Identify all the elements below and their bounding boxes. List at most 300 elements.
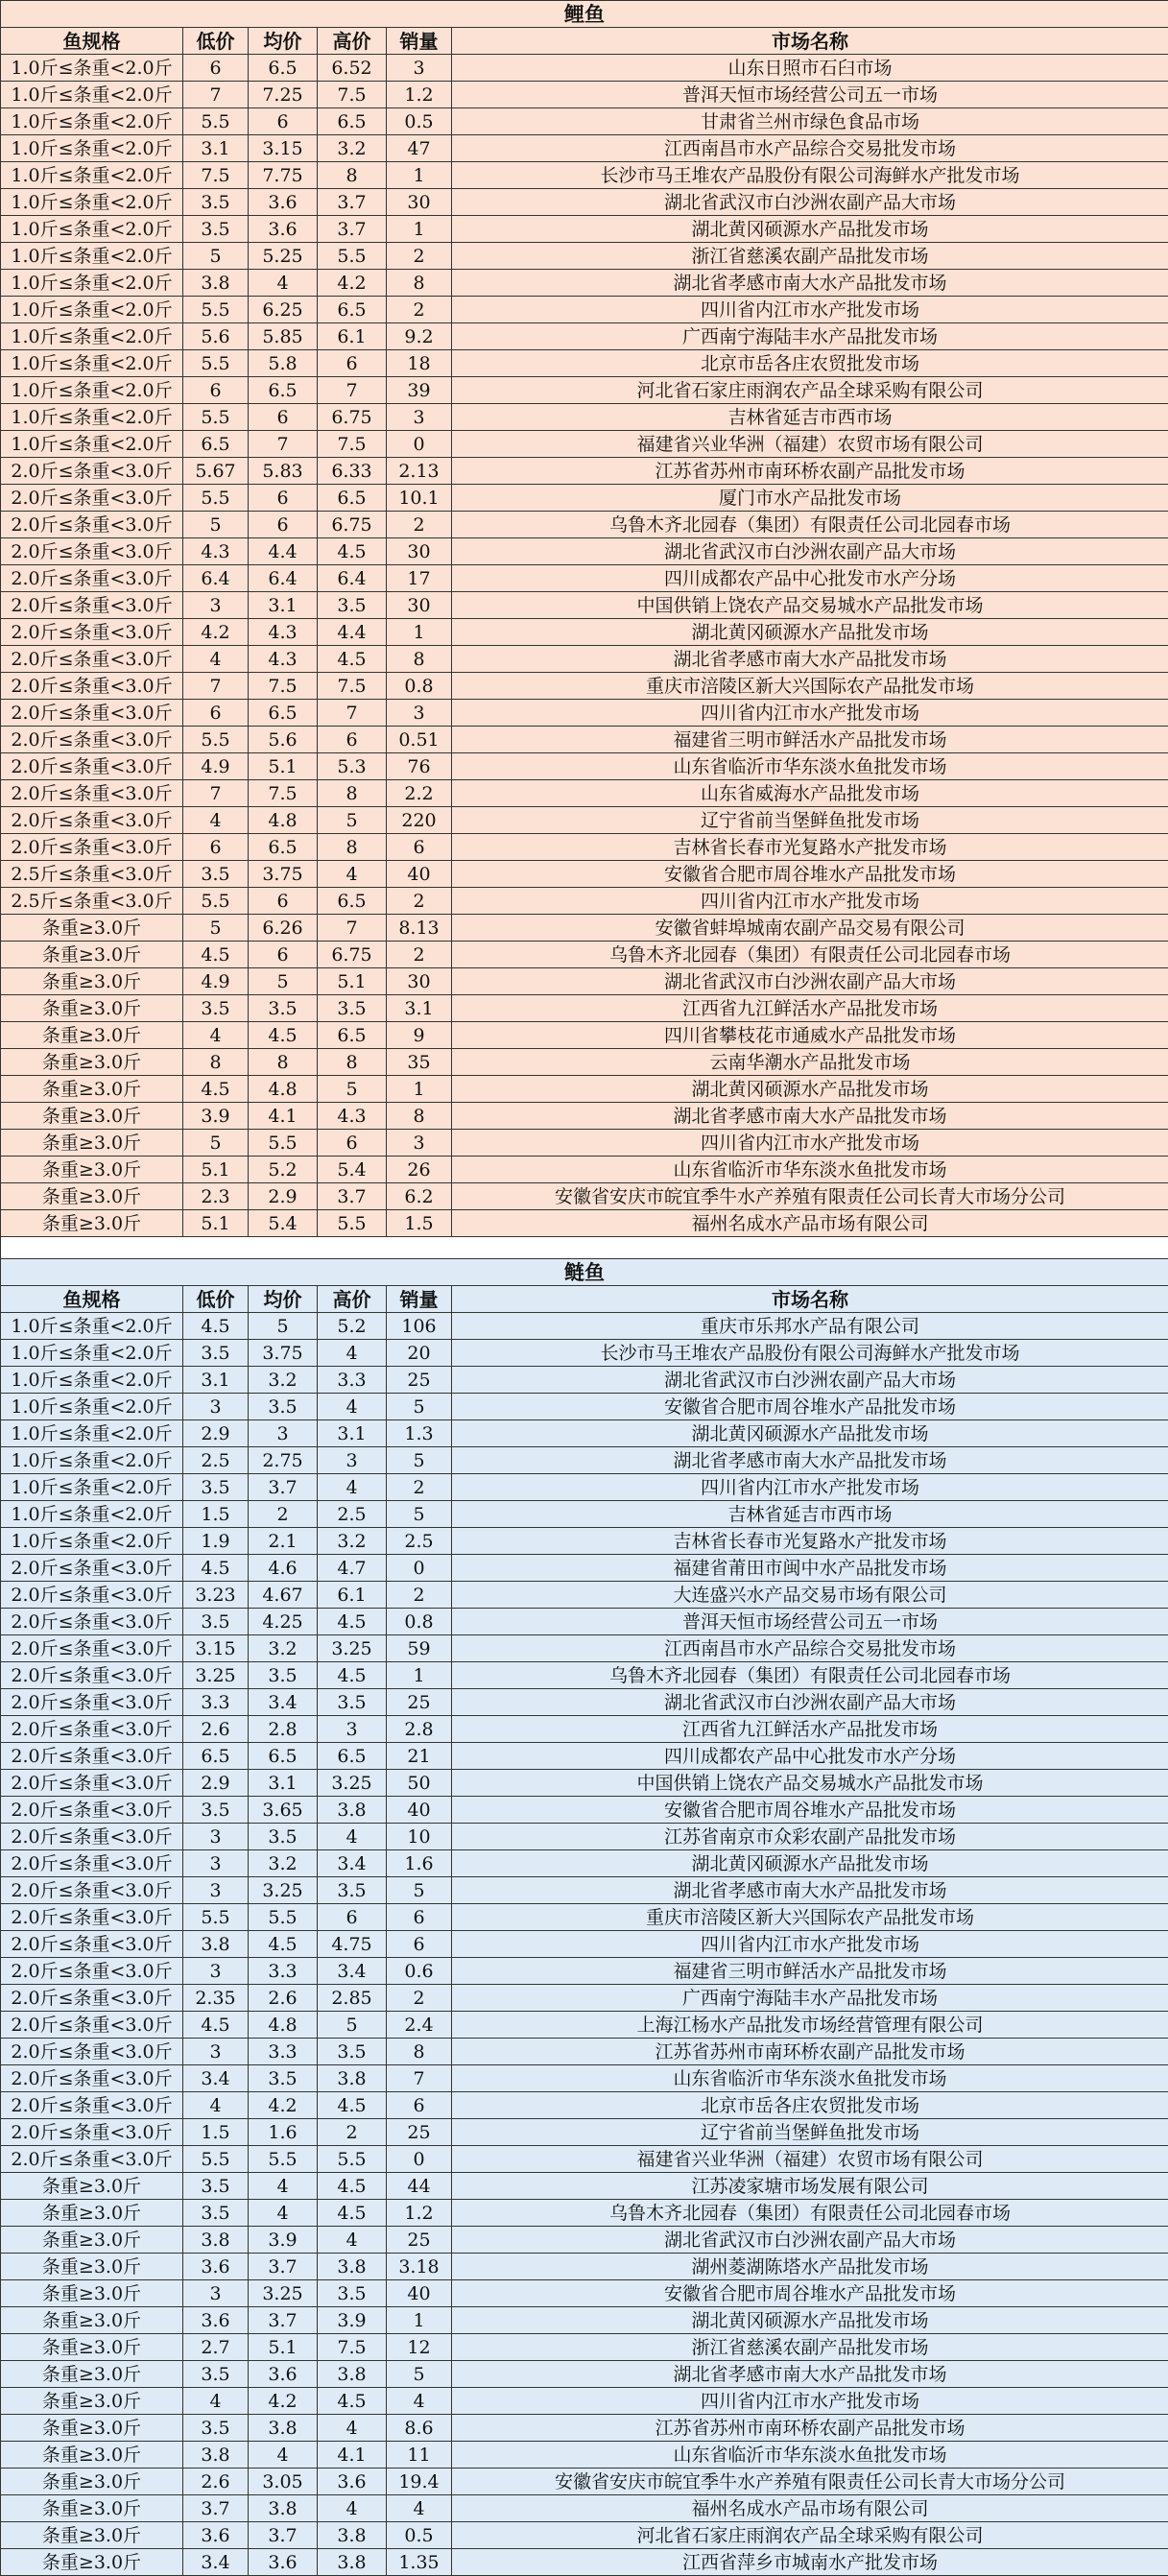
spec-cell: 2.0斤≤条重<3.0斤 [1, 646, 183, 673]
high-price-cell: 4 [318, 2227, 387, 2254]
high-price-cell: 5.4 [318, 1157, 387, 1183]
low-price-cell: 3.9 [183, 1103, 249, 1130]
table-row [1, 1797, 1168, 1824]
market-name-cell: 四川省内江市水产批发市场 [452, 700, 1168, 727]
avg-price-cell: 5 [249, 1313, 318, 1340]
volume-cell: 0.5 [387, 2522, 452, 2549]
market-name-cell: 辽宁省前当堡鲜鱼批发市场 [452, 807, 1168, 834]
avg-price-cell: 3.6 [249, 2361, 318, 2388]
spec-cell: 条重≥3.0斤 [1, 2549, 183, 2576]
high-price-cell: 6.5 [318, 1743, 387, 1770]
volume-cell: 2 [387, 1474, 452, 1501]
low-price-cell: 3 [183, 592, 249, 619]
high-price-cell: 3.9 [318, 2307, 387, 2334]
low-price-cell: 4 [183, 1022, 249, 1049]
low-price-cell: 5 [183, 915, 249, 942]
volume-cell: 40 [387, 1797, 452, 1824]
spec-cell: 条重≥3.0斤 [1, 1130, 183, 1157]
volume-cell: 3 [387, 700, 452, 727]
spec-cell: 1.0斤≤条重<2.0斤 [1, 1394, 183, 1420]
spec-cell: 2.0斤≤条重<3.0斤 [1, 1958, 183, 1985]
spec-cell: 条重≥3.0斤 [1, 1103, 183, 1130]
table-row [1, 1555, 1168, 1582]
table-row [1, 727, 1168, 753]
avg-price-cell: 3.75 [249, 861, 318, 888]
avg-price-cell: 4.8 [249, 807, 318, 834]
high-price-cell: 7 [318, 915, 387, 942]
avg-price-cell: 3.7 [249, 1474, 318, 1501]
high-price-cell: 6.5 [318, 1022, 387, 1049]
volume-cell: 2.13 [387, 458, 452, 485]
table-row [1, 297, 1168, 323]
avg-price-cell: 3.6 [249, 189, 318, 216]
high-price-cell: 7 [318, 700, 387, 727]
spec-cell: 条重≥3.0斤 [1, 942, 183, 968]
avg-price-cell: 6.5 [249, 377, 318, 404]
table-row [1, 1743, 1168, 1770]
table-row [1, 431, 1168, 458]
low-price-cell: 3.5 [183, 2200, 249, 2227]
section-title-row [1, 1259, 1168, 1286]
spec-cell: 2.0斤≤条重<3.0斤 [1, 1662, 183, 1689]
low-price-cell: 3.4 [183, 2549, 249, 2576]
volume-cell: 10.1 [387, 485, 452, 512]
table-row [1, 915, 1168, 942]
spec-cell: 1.0斤≤条重<2.0斤 [1, 1420, 183, 1447]
market-name-cell: 四川成都农产品中心批发市水产分场 [452, 565, 1168, 592]
volume-cell: 8.13 [387, 915, 452, 942]
low-price-cell: 3.1 [183, 135, 249, 162]
column-header: 市场名称 [452, 28, 1168, 55]
spec-cell: 条重≥3.0斤 [1, 1022, 183, 1049]
market-name-cell: 重庆市涪陵区新大兴国际农产品批发市场 [452, 1904, 1168, 1931]
volume-cell: 0.5 [387, 108, 452, 135]
volume-cell: 8 [387, 270, 452, 297]
market-name-cell: 浙江省慈溪农副产品批发市场 [452, 2334, 1168, 2361]
table-row [1, 1635, 1168, 1662]
low-price-cell: 3.15 [183, 1635, 249, 1662]
market-name-cell: 江西南昌市水产品综合交易批发市场 [452, 135, 1168, 162]
low-price-cell: 4.9 [183, 753, 249, 780]
market-name-cell: 湖北省孝感市南大水产品批发市场 [452, 270, 1168, 297]
spec-cell: 2.0斤≤条重<3.0斤 [1, 565, 183, 592]
high-price-cell: 8 [318, 780, 387, 807]
volume-cell: 40 [387, 2280, 452, 2307]
volume-cell: 30 [387, 189, 452, 216]
high-price-cell: 3.7 [318, 216, 387, 243]
high-price-cell: 3.8 [318, 1797, 387, 1824]
low-price-cell: 3.7 [183, 2495, 249, 2522]
spec-cell: 2.0斤≤条重<3.0斤 [1, 458, 183, 485]
low-price-cell: 2.9 [183, 1770, 249, 1797]
volume-cell: 25 [387, 1367, 452, 1394]
table-row [1, 2092, 1168, 2119]
volume-cell: 76 [387, 753, 452, 780]
volume-cell: 220 [387, 807, 452, 834]
low-price-cell: 3.5 [183, 189, 249, 216]
high-price-cell: 3.7 [318, 1183, 387, 1210]
volume-cell: 50 [387, 1770, 452, 1797]
table-row [1, 834, 1168, 861]
market-name-cell: 北京市岳各庄农贸批发市场 [452, 350, 1168, 377]
table-row [1, 1662, 1168, 1689]
avg-price-cell: 3.65 [249, 1797, 318, 1824]
market-name-cell: 湖北省武汉市白沙洲农副产品大市场 [452, 1689, 1168, 1716]
market-name-cell: 乌鲁木齐北园春（集团）有限责任公司北园春市场 [452, 512, 1168, 538]
table-row [1, 270, 1168, 297]
high-price-cell: 5.5 [318, 2146, 387, 2173]
high-price-cell: 6.33 [318, 458, 387, 485]
table-row [1, 1340, 1168, 1367]
market-name-cell: 甘肃省兰州市绿色食品市场 [452, 108, 1168, 135]
low-price-cell: 2.35 [183, 1985, 249, 2012]
high-price-cell: 4.5 [318, 2200, 387, 2227]
table-row [1, 2415, 1168, 2442]
low-price-cell: 2.6 [183, 1716, 249, 1743]
market-name-cell: 湖北省孝感市南大水产品批发市场 [452, 1103, 1168, 1130]
spec-cell: 2.0斤≤条重<3.0斤 [1, 2039, 183, 2065]
volume-cell: 3.18 [387, 2254, 452, 2280]
avg-price-cell: 3.8 [249, 2495, 318, 2522]
market-name-cell: 山东省临沂市华东淡水鱼批发市场 [452, 2442, 1168, 2469]
market-name-cell: 重庆市涪陵区新大兴国际农产品批发市场 [452, 673, 1168, 700]
high-price-cell: 6 [318, 1130, 387, 1157]
avg-price-cell: 7.5 [249, 780, 318, 807]
table-row [1, 942, 1168, 968]
avg-price-cell: 4.6 [249, 1555, 318, 1582]
spec-cell: 2.0斤≤条重<3.0斤 [1, 1770, 183, 1797]
high-price-cell: 4 [318, 1394, 387, 1420]
market-name-cell: 江西省九江鲜活水产品批发市场 [452, 995, 1168, 1022]
high-price-cell: 6.5 [318, 888, 387, 915]
table-row [1, 2334, 1168, 2361]
table-row [1, 1157, 1168, 1183]
volume-cell: 0.51 [387, 727, 452, 753]
market-name-cell: 湖北省武汉市白沙洲农副产品大市场 [452, 968, 1168, 995]
market-name-cell: 普洱天恒市场经营公司五一市场 [452, 82, 1168, 108]
table-row [1, 82, 1168, 108]
avg-price-cell: 3.25 [249, 1877, 318, 1904]
table-row [1, 485, 1168, 512]
market-name-cell: 上海江杨水产品批发市场经营管理有限公司 [452, 2012, 1168, 2039]
high-price-cell: 4.5 [318, 2092, 387, 2119]
market-name-cell: 湖北黄冈硕源水产品批发市场 [452, 216, 1168, 243]
volume-cell: 21 [387, 1743, 452, 1770]
high-price-cell: 5.3 [318, 753, 387, 780]
spec-cell: 条重≥3.0斤 [1, 2307, 183, 2334]
avg-price-cell: 7.5 [249, 673, 318, 700]
spec-cell: 2.0斤≤条重<3.0斤 [1, 1877, 183, 1904]
spec-cell: 条重≥3.0斤 [1, 1210, 183, 1237]
market-name-cell: 安徽省合肥市周谷堆水产品批发市场 [452, 861, 1168, 888]
high-price-cell: 6.75 [318, 942, 387, 968]
avg-price-cell: 3.7 [249, 2307, 318, 2334]
avg-price-cell: 3.4 [249, 1689, 318, 1716]
table-row [1, 1850, 1168, 1877]
low-price-cell: 5.5 [183, 404, 249, 431]
high-price-cell: 4.5 [318, 2173, 387, 2200]
spec-cell: 条重≥3.0斤 [1, 2415, 183, 2442]
market-name-cell: 山东省临沂市华东淡水鱼批发市场 [452, 1157, 1168, 1183]
avg-price-cell: 2.8 [249, 1716, 318, 1743]
spec-cell: 1.0斤≤条重<2.0斤 [1, 297, 183, 323]
spec-cell: 1.0斤≤条重<2.0斤 [1, 216, 183, 243]
low-price-cell: 8 [183, 1049, 249, 1076]
market-name-cell: 四川省内江市水产批发市场 [452, 1130, 1168, 1157]
volume-cell: 5 [387, 1877, 452, 1904]
high-price-cell: 8 [318, 1049, 387, 1076]
spec-cell: 条重≥3.0斤 [1, 2280, 183, 2307]
low-price-cell: 7 [183, 780, 249, 807]
low-price-cell: 3.6 [183, 2254, 249, 2280]
avg-price-cell: 4.5 [249, 1931, 318, 1958]
avg-price-cell: 3.75 [249, 1340, 318, 1367]
volume-cell: 25 [387, 1689, 452, 1716]
spec-cell: 1.0斤≤条重<2.0斤 [1, 55, 183, 82]
volume-cell: 6.2 [387, 1183, 452, 1210]
high-price-cell: 3.7 [318, 189, 387, 216]
volume-cell: 8.6 [387, 2415, 452, 2442]
market-name-cell: 云南华潮水产品批发市场 [452, 1049, 1168, 1076]
column-header: 销量 [387, 1286, 452, 1313]
volume-cell: 44 [387, 2173, 452, 2200]
avg-price-cell: 6.26 [249, 915, 318, 942]
market-name-cell: 长沙市马王堆农产品股份有限公司海鲜水产批发市场 [452, 1340, 1168, 1367]
low-price-cell: 5.67 [183, 458, 249, 485]
high-price-cell: 7 [318, 377, 387, 404]
volume-cell: 30 [387, 592, 452, 619]
market-name-cell: 重庆市乐邦水产品有限公司 [452, 1313, 1168, 1340]
avg-price-cell: 5.83 [249, 458, 318, 485]
market-name-cell: 湖北黄冈硕源水产品批发市场 [452, 2307, 1168, 2334]
column-header: 鱼规格 [1, 28, 183, 55]
low-price-cell: 3.5 [183, 995, 249, 1022]
spec-cell: 1.0斤≤条重<2.0斤 [1, 431, 183, 458]
low-price-cell: 4.2 [183, 619, 249, 646]
high-price-cell: 4.1 [318, 2442, 387, 2469]
avg-price-cell: 3.05 [249, 2469, 318, 2495]
volume-cell: 1 [387, 619, 452, 646]
avg-price-cell: 7 [249, 431, 318, 458]
spec-cell: 2.0斤≤条重<3.0斤 [1, 2146, 183, 2173]
low-price-cell: 3.25 [183, 1662, 249, 1689]
avg-price-cell: 5.8 [249, 350, 318, 377]
spec-cell: 条重≥3.0斤 [1, 2334, 183, 2361]
table-row [1, 807, 1168, 834]
table-row [1, 1022, 1168, 1049]
avg-price-cell: 4.1 [249, 1103, 318, 1130]
avg-price-cell: 3.5 [249, 1824, 318, 1850]
spec-cell: 1.0斤≤条重<2.0斤 [1, 1528, 183, 1555]
volume-cell: 2 [387, 297, 452, 323]
high-price-cell: 3.6 [318, 2469, 387, 2495]
table-row [1, 162, 1168, 189]
avg-price-cell: 5.25 [249, 243, 318, 270]
table-row [1, 1931, 1168, 1958]
table-row [1, 1904, 1168, 1931]
high-price-cell: 3.4 [318, 1850, 387, 1877]
volume-cell: 9.2 [387, 323, 452, 350]
low-price-cell: 3.8 [183, 2227, 249, 2254]
spec-cell: 1.0斤≤条重<2.0斤 [1, 82, 183, 108]
avg-price-cell: 5.1 [249, 2334, 318, 2361]
high-price-cell: 4.5 [318, 1609, 387, 1635]
market-name-cell: 江苏省苏州市南环桥农副产品批发市场 [452, 2039, 1168, 2065]
volume-cell: 2.2 [387, 780, 452, 807]
avg-price-cell: 6 [249, 108, 318, 135]
volume-cell: 2.4 [387, 2012, 452, 2039]
low-price-cell: 3 [183, 1877, 249, 1904]
market-name-cell: 湖北省孝感市南大水产品批发市场 [452, 646, 1168, 673]
spec-cell: 2.0斤≤条重<3.0斤 [1, 753, 183, 780]
low-price-cell: 5.1 [183, 1157, 249, 1183]
volume-cell: 5 [387, 1501, 452, 1528]
table-row [1, 1716, 1168, 1743]
table-row [1, 1183, 1168, 1210]
market-name-cell: 江西省萍乡市城南水产批发市场 [452, 2549, 1168, 2576]
avg-price-cell: 3.2 [249, 1367, 318, 1394]
table-row [1, 861, 1168, 888]
spec-cell: 1.0斤≤条重<2.0斤 [1, 404, 183, 431]
market-name-cell: 湖北省武汉市白沙洲农副产品大市场 [452, 1367, 1168, 1394]
spec-cell: 2.0斤≤条重<3.0斤 [1, 1716, 183, 1743]
market-name-cell: 福建省兴业华洲（福建）农贸市场有限公司 [452, 2146, 1168, 2173]
avg-price-cell: 8 [249, 1049, 318, 1076]
volume-cell: 0 [387, 2146, 452, 2173]
volume-cell: 0 [387, 1555, 452, 1582]
low-price-cell: 3.8 [183, 270, 249, 297]
low-price-cell: 4 [183, 807, 249, 834]
high-price-cell: 4 [318, 2495, 387, 2522]
table-row [1, 2065, 1168, 2092]
table-row [1, 1420, 1168, 1447]
market-name-cell: 乌鲁木齐北园春（集团）有限责任公司北园春市场 [452, 942, 1168, 968]
market-name-cell: 中国供销上饶农产品交易城水产品批发市场 [452, 592, 1168, 619]
column-header: 高价 [318, 28, 387, 55]
market-name-cell: 河北省石家庄雨润农产品全球采购有限公司 [452, 377, 1168, 404]
low-price-cell: 2.9 [183, 1420, 249, 1447]
market-name-cell: 江苏省苏州市南环桥农副产品批发市场 [452, 2415, 1168, 2442]
high-price-cell: 3.25 [318, 1635, 387, 1662]
market-name-cell: 乌鲁木齐北园春（集团）有限责任公司北园春市场 [452, 2200, 1168, 2227]
market-name-cell: 四川省内江市水产批发市场 [452, 1474, 1168, 1501]
avg-price-cell: 5.4 [249, 1210, 318, 1237]
high-price-cell: 4.5 [318, 646, 387, 673]
high-price-cell: 3.8 [318, 2254, 387, 2280]
high-price-cell: 6.1 [318, 1582, 387, 1609]
spec-cell: 条重≥3.0斤 [1, 915, 183, 942]
table-row [1, 216, 1168, 243]
avg-price-cell: 6 [249, 942, 318, 968]
volume-cell: 8 [387, 1103, 452, 1130]
avg-price-cell: 1.6 [249, 2119, 318, 2146]
spec-cell: 2.0斤≤条重<3.0斤 [1, 834, 183, 861]
table-row [1, 1130, 1168, 1157]
table-row [1, 673, 1168, 700]
avg-price-cell: 4.3 [249, 619, 318, 646]
avg-price-cell: 4.8 [249, 1076, 318, 1103]
high-price-cell: 3.8 [318, 2361, 387, 2388]
low-price-cell: 3 [183, 1824, 249, 1850]
spec-cell: 1.0斤≤条重<2.0斤 [1, 1340, 183, 1367]
spec-cell: 条重≥3.0斤 [1, 2388, 183, 2415]
market-name-cell: 福州名成水产品市场有限公司 [452, 2495, 1168, 2522]
table-row [1, 1313, 1168, 1340]
avg-price-cell: 6.25 [249, 297, 318, 323]
table-row [1, 2146, 1168, 2173]
high-price-cell: 6 [318, 1904, 387, 1931]
volume-cell: 6 [387, 1904, 452, 1931]
low-price-cell: 3 [183, 2280, 249, 2307]
spec-cell: 条重≥3.0斤 [1, 995, 183, 1022]
avg-price-cell: 5.2 [249, 1157, 318, 1183]
spec-cell: 2.0斤≤条重<3.0斤 [1, 1689, 183, 1716]
table-row [1, 2012, 1168, 2039]
column-header: 市场名称 [452, 1286, 1168, 1313]
table-row [1, 1958, 1168, 1985]
table-row [1, 1394, 1168, 1420]
low-price-cell: 4 [183, 2388, 249, 2415]
volume-cell: 5 [387, 1394, 452, 1420]
avg-price-cell: 3.8 [249, 2415, 318, 2442]
table-row [1, 753, 1168, 780]
avg-price-cell: 6.5 [249, 1743, 318, 1770]
low-price-cell: 3.5 [183, 861, 249, 888]
table-row [1, 1609, 1168, 1635]
market-name-cell: 湖州菱湖陈塔水产品批发市场 [452, 2254, 1168, 2280]
market-name-cell: 北京市岳各庄农贸批发市场 [452, 2092, 1168, 2119]
avg-price-cell: 3.5 [249, 1394, 318, 1420]
table-row [1, 512, 1168, 538]
avg-price-cell: 4.2 [249, 2092, 318, 2119]
spec-cell: 2.0斤≤条重<3.0斤 [1, 807, 183, 834]
avg-price-cell: 6 [249, 512, 318, 538]
low-price-cell: 4 [183, 646, 249, 673]
spec-cell: 条重≥3.0斤 [1, 2200, 183, 2227]
spec-cell: 2.5斤≤条重<3.0斤 [1, 861, 183, 888]
table-row [1, 780, 1168, 807]
column-header: 均价 [249, 28, 318, 55]
low-price-cell: 4.5 [183, 1313, 249, 1340]
volume-cell: 2 [387, 243, 452, 270]
table-row [1, 55, 1168, 82]
table-row [1, 189, 1168, 216]
high-price-cell: 5 [318, 1076, 387, 1103]
high-price-cell: 3.8 [318, 2522, 387, 2549]
low-price-cell: 4.9 [183, 968, 249, 995]
volume-cell: 20 [387, 1340, 452, 1367]
market-name-cell: 湖北省孝感市南大水产品批发市场 [452, 1447, 1168, 1474]
volume-cell: 1 [387, 1662, 452, 1689]
market-name-cell: 福州名成水产品市场有限公司 [452, 1210, 1168, 1237]
high-price-cell: 3.3 [318, 1367, 387, 1394]
volume-cell: 0 [387, 431, 452, 458]
low-price-cell: 6 [183, 700, 249, 727]
low-price-cell: 3.5 [183, 216, 249, 243]
high-price-cell: 3.1 [318, 1420, 387, 1447]
low-price-cell: 2.7 [183, 2334, 249, 2361]
spec-cell: 2.0斤≤条重<3.0斤 [1, 592, 183, 619]
avg-price-cell: 3.25 [249, 2280, 318, 2307]
column-header: 高价 [318, 1286, 387, 1313]
volume-cell: 10 [387, 1824, 452, 1850]
spec-cell: 2.0斤≤条重<3.0斤 [1, 1609, 183, 1635]
spec-cell: 条重≥3.0斤 [1, 2254, 183, 2280]
market-name-cell: 安徽省合肥市周谷堆水产品批发市场 [452, 2280, 1168, 2307]
market-name-cell: 山东省临沂市华东淡水鱼批发市场 [452, 2065, 1168, 2092]
avg-price-cell: 6.5 [249, 55, 318, 82]
table-row [1, 243, 1168, 270]
